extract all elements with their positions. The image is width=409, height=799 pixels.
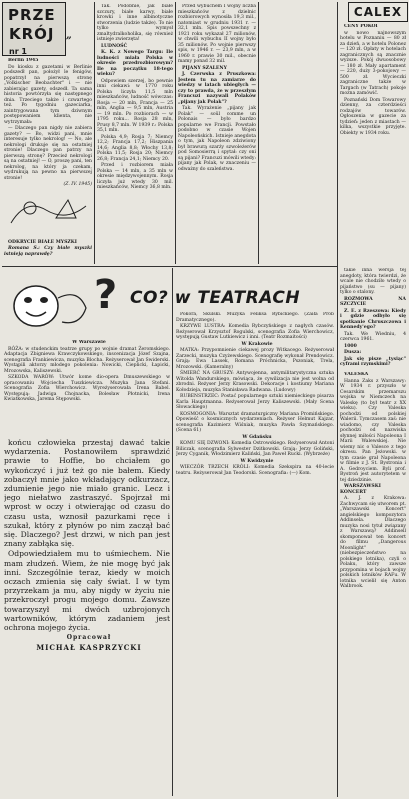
col2-question: K. K. z Nowego Targu: Ile ludności miała Polska w okresie przedrozbiorowym? Ile na początku 18-tego wieku?: [97, 50, 173, 77]
sidebar-title: VALESKA: [344, 372, 369, 377]
col5-p1: takie inna wersja tej anegdoty, która twierdzi, że wcale nie chodziło wtedy o pijaństwo (su — pijany) tylko o stalony.: [340, 268, 406, 295]
col1-source: (Z. IV. 1945): [63, 182, 92, 187]
column-rule: [94, 2, 95, 264]
col2-title: LUDNOŚĆ: [101, 43, 128, 49]
column-rule: [172, 268, 173, 796]
section-logo-line1: PRZE: [8, 6, 56, 24]
column-4: [340, 24, 406, 264]
theatre-p7: RUBENSTRZEC: Postać popularnego sztuki niemieckiego pisarza Karla Hauptmanna. Reżyserował Jerzy Kaliszewski. (Mały Scena Słowackiego): [176, 394, 334, 410]
calex-logo: CALEX: [348, 2, 408, 22]
col1-body: Do kiosku z gazetami w Berlinie podszedł pan, położył le fenigów, popatrzył na pierwszą stronę „Volkischer Beobachter" i — nie zabierając gazety, odszedł. Ta sama historia powtórzyła się następnego dnia. Trzeciego także i czwartego też. Po tygodniu gazeciarka, zaintrygowana tym dziwnym postępowaniem klienta, nie wytrzymała:: [4, 64, 92, 125]
story-author: MICHAŁ KASPRZYCKI: [36, 643, 142, 653]
decorative-drawing: [6, 188, 90, 228]
theatre-p1: RÓŻA: w studenckim teatrze grupy po wojnie dramat Żeromskiego. Adaptacja Zbigniewa Krawczykowskiego, inscenizacja Józef Szajna, scenografia Frankiewicza, muzyka Blocha. Reżyserował Jan Swiderski. Wystąpili aktorzy młodego pokolenia: Nowicki, Cieplicki, Łapicki, Mrozowska, Kaliszewski.: [4, 346, 170, 374]
theatre-p5: MATKA: Przypomnienie ciekawej prozy Witkacego. Reżyserował Zarzecki, muzyka Czyżewskiego. Scenografię wykonał Prendowicz. Grają: Ewa Lassek, Romana Próchnicka, Pszoniak, Trela, Mrozowski. (Kameralny): [176, 348, 334, 370]
theatre-p9: KOMU SIĘ DZWONI: Komedia Ostrowskiego. Reżyserował Antoni Biliczak, scenografia Sylwester Dzitkowski. Grają: Jerzy Goliński, Jerzy Cyganik, Włodzimierz Kaliński, Jan Paweł Rucki. (Wybrzeże): [176, 441, 334, 457]
col3-answer: Tak. Wyrażenie „pijany jak Polak" — soûl comme un Polonais — było bardzo popularne we Francji. Powstało podobno w czasie Wojen Napoleońskich. Istnieje anegdota o tym, jak Napoleon zdziwiony był brawurą szarży szwoleżerów pod Somosierrą i spytał: czy oni są pijani? Francuzi mówili wtedy: pijany jak Polak, w znaczeniu — odważny do szaleństwa.: [178, 106, 256, 172]
theatre-krakow-head: W Krakowie: [241, 341, 273, 347]
sidebar-body2: A. J. z Krakowa: Zachwycam się utworem pt. „Warszawski Koncert" angielskiego kompozytora Addinsela. Dlaczego muzyka nosi tytuł związany z Warszawą? Addinsell skomponował ten koncert do filmu „Dangerous Moonlight" (niebezpieczeństwo na polskiego lotnika), czyli o Polaku, który zawsze przypomina w bojach wojny polskich lotników RAFu. W lotnika wcielił się Anton Walbrook.: [340, 496, 406, 589]
column-3: [178, 4, 256, 264]
col4-body: w nowo najnowszym hotelu w Poznaniu — 80 zł za dzień, a w hotelu Polonez — 120 zł. Opłaty w hotelach zagranicznych są znacznie wyższe. Pokój dwuosobowy — 180 zł. Mały apartament — 220, duży 3-pokojowy — 500 zł. Wycieczki zagraniczne także w Targach (w Tatrach) pokoje można zamówić.: [340, 30, 406, 96]
column-2: [97, 4, 173, 264]
theatre-p2: SZKODA WARÓW: Utwór kome dio-opera Dmuszewskiego w opracowaniu Wojciecha Tuszkiewicza. Muzyka Jana Stefani. Scenografia Zofia Wierchowicz. Wyreżyserowała Irena Babel. Występują: Jadwiga Chojnacka, Bolesław Płotnicki, Irena Kwiatkowska, Jarema Stępowski.: [4, 375, 170, 402]
col5-question: Z. E. z Rzeszowa: Kiedy i gdzie odbyło się spotkanie Chruszczowa i Kennedy'ego?: [340, 308, 406, 330]
col1-title2: ODKRYCIE BIAŁE MYSZKI: [8, 239, 77, 245]
theatre-mask-icon: [6, 278, 90, 334]
theatre-title: CO? w TEATRACH: [130, 288, 301, 308]
theatre-col-left: [4, 340, 170, 434]
story-body: końcu człowieka przestaj dawać takie wydarzenia. Postanowiłem sprawdzić prawie to Hoffie, bo chciałem go wykończyć i już też go nie bałem. Kiedy zobaczył mnie jako wkładający odkurzacz, zdumienie jego nie miało granic. Lecz i jego niełatwo zastraszyć. Spojrzał mi wprost w oczy i otwierając od czasu do czasu usta, wznosił pazurkami ręce i szukał, który z płynów po nim zaczął bać się. Dlaczego? Jest drzwi, w nich pan jest znany zabłąka się.: [4, 438, 170, 549]
column-1: [4, 58, 92, 264]
sidebar-title2: WARSZAWSKI KONCERT: [340, 484, 381, 495]
sidebar-right: [340, 372, 406, 796]
col3-question: J. Czerwska z Pruszkowa: Jestem tu na zamiarze do wiedzy w latach ubiegłych — czy to prawda, że w przeszłym Francuzi nazywali Polaków „pijany jak Polak"?: [178, 72, 256, 105]
story-credit: Opracował: [66, 634, 112, 642]
col2-answer: Odpowiem szerzej, bo pewnie inni ciekawi: w 1770 roku Polska liczyła 11,5 mln mieszkańców, ludność wówczas: Rosja — 20 mln, Francja — 25 mln, Anglia — 9,5 mln, Austria — 19 mln. Po rozbiorach — w 1795 roku... Rosja 28 mln, Prusy 8,7 mln. W 1939 r.: Polska 35,1 mln.: [97, 78, 173, 133]
theatre-p6: ŚMIERĆ NA GRUSZY: Antywojenna, antymilitarystyczna sztuka Witolda Wandurskiego, mówiąca, że cywilizacja nie jest wolna od zbrodni. Reżyser Jerzy Krasowski. Dekoracje i kostiumy Mariana Kołodzieja, muzyka Stanisława Radwana. (Ludowy): [176, 371, 334, 393]
section-logo-box: [2, 2, 66, 56]
col1-body2: Romana S.: Czy białe myszki istnieją naprawdę?: [4, 246, 92, 257]
column-5: [340, 268, 406, 368]
col1-dialog: — Dlaczego pan nigdy nie zabiera gazety? — Bo, widzi pani, mnie interesuje tylko nekrolog! — No, ale nekrologi drukuje się na ostatniej stronie! Dlaczego pan patrzy na pierwszą stronę? Przecież nekrologi są na ostatniej! — O, proszę pani, ten nekrolog, na który ja czekam, wydrukują na pewno na pierwszej stronie!: [4, 126, 92, 181]
col3-title: PIJANY SZALENY: [182, 65, 227, 71]
col5-date: 1000: [344, 343, 357, 349]
column-rule: [175, 2, 176, 264]
section-logo-line2: KRÓJ: [9, 25, 55, 43]
theatre-col-right: [176, 312, 334, 796]
col3-p1: Przed wybuchem I wojny liczba mieszkańców z dzielnic rozbiorowych wynosiła 19,3 mil., natomiast w grudniu 1931 r. — 32,1 mln. Spis powszechny z 1921 roku wykazał 27 milionów, w chwili wybuchu II wojny było 35 milionów. Po wojnie pierwszy spis, w 1946 r. — 23,9 mln, a w 1960 r. prawie 30 mil., obecnie mamy ponad 32 mil.: [178, 4, 256, 64]
story-body2: Odpowiedziałem mu to uśmiechem. Nie mam złudzeń. Wiem, że nie mogę być jak inni. Szczególnie teraz, kiedy w moich oczach zmienia się cały świat. I w tym przyrzekam ja mu, aby nigdy w życiu nie przekroczył progu mojego domu. Zawsze towarzyszył mi dwóch uzbrojonych wartowników, którym zadaniem jest ochrona mojego życia.: [4, 549, 170, 633]
theatre-p10: WIECZÓR TRZECH KRÓLI: Komedia Szekspira na 40-lecie teatru. Reżyserował Jan Teodorski. Scenografia: (—) Kom.: [176, 465, 334, 476]
col1-lead: Berlin 1945: [8, 58, 39, 63]
col4-title: CENY POKOI: [344, 24, 378, 29]
theatre-gdansk-head: W Gdańsku: [242, 434, 272, 440]
theatre-p3: Pokora, Skulski. Muzyka Feliksa Rybickiego. (Zaiła Prob Dramatycznego).: [176, 312, 334, 323]
col2-tail: Przed i rozbiorem miała Polska — 14 mln, a 35 mln w okresie międzywojennym. Rosja liczyła już wtedy 30 mil. mieszkańców, Niemcy 36,8 mln.: [97, 163, 173, 190]
sidebar-body: Hanna Zaks z Warszawy: W 1934 r. przyszło w Cesarskim przemarszu wojska w Niemczech na Valeskę (to był teatr z XX wieku). Czy Valeska pochodzi od polskiej Walerii. Tymczasem zaś: nie wiadomo, czy Valeska pochodzi od nazwiska słynnej miłości Napoleona I Marii Walewskiej. Nie wiemy nic o Valesce z tego okresu. Pan Jeżowski. w tym czasie grał Napoleona w filmie z J. St. Bystronia i A. Gedroyciem. Byli prof. Bystroń jest autorytetem w tej dziedzinie.: [340, 378, 406, 483]
quote-mark: „: [66, 30, 72, 41]
issue-number: nr 1: [9, 47, 27, 56]
theatre-warszawa-head: W Warszawie: [72, 340, 106, 345]
col5-answer: Tak. We Wiedniu, 4 czerwca 1961.: [340, 331, 406, 342]
col5-q2: Jak się pisze „tysiąc" cyframi rzymskimi?: [340, 356, 406, 367]
story-column: [4, 438, 170, 796]
question-mark-graphic: ?: [94, 272, 118, 318]
theatre-p8: KOSMOGONIA: Warsztat dramaturgiczny Mariana Promińskiego. Opowieść o kosmicznych wydarzeniach. Reżyser Helmut Kajzar, scenografia Kazimierz Wiśniak, muzyka Pawła Szymańskiego. (Scena 61): [176, 411, 334, 433]
col5-title2: Dusza:: [344, 350, 362, 355]
theatre-kwidzyn-head: W Kwidzynie: [240, 458, 274, 464]
col2-stats: Polska 4,9; Rosja 7; Niemcy 12,2; Francja 17,2; Hiszpania 14,6; Anglia 8,8; Włochy 13,8; Polska 11,5; Rosja 20; Niemcy 26,8; Francja 24,1; Niemcy 20.: [97, 134, 173, 162]
theatre-p4: KRZYWE LUSTRA: Komedia Rybczyńskiego z nagłych czasów. Reżyserował Krzysztof Rogulski, scenografia Zofia Wierchowicz, występują Gustaw Lutkiewicz i inni. (Teatr Rozmaitości): [176, 324, 334, 340]
col5-title: ROZMOWA NA SZCZYCIE: [340, 296, 406, 307]
column-rule: [258, 2, 259, 264]
col2-p1: Tak. Podobnie, jak białe szczury, białe karwy, białe krowki i inne albinotyczne stworzenia (ludzie także). To nie tylko wymysł zmaltydralkoholika, się również istnieje zwierzęta!: [97, 4, 173, 42]
section-rule: [2, 266, 337, 267]
column-rule: [337, 2, 338, 797]
col4-body2: Poznański Dom Towarowy dzienny, za czterdzieści rodzajów towarów. Ogłoszenia w gazecie za tydzień: jeden z miastach — kilka, wszystkie przyjęte. Obiekty w 1934 roku.: [340, 97, 406, 136]
